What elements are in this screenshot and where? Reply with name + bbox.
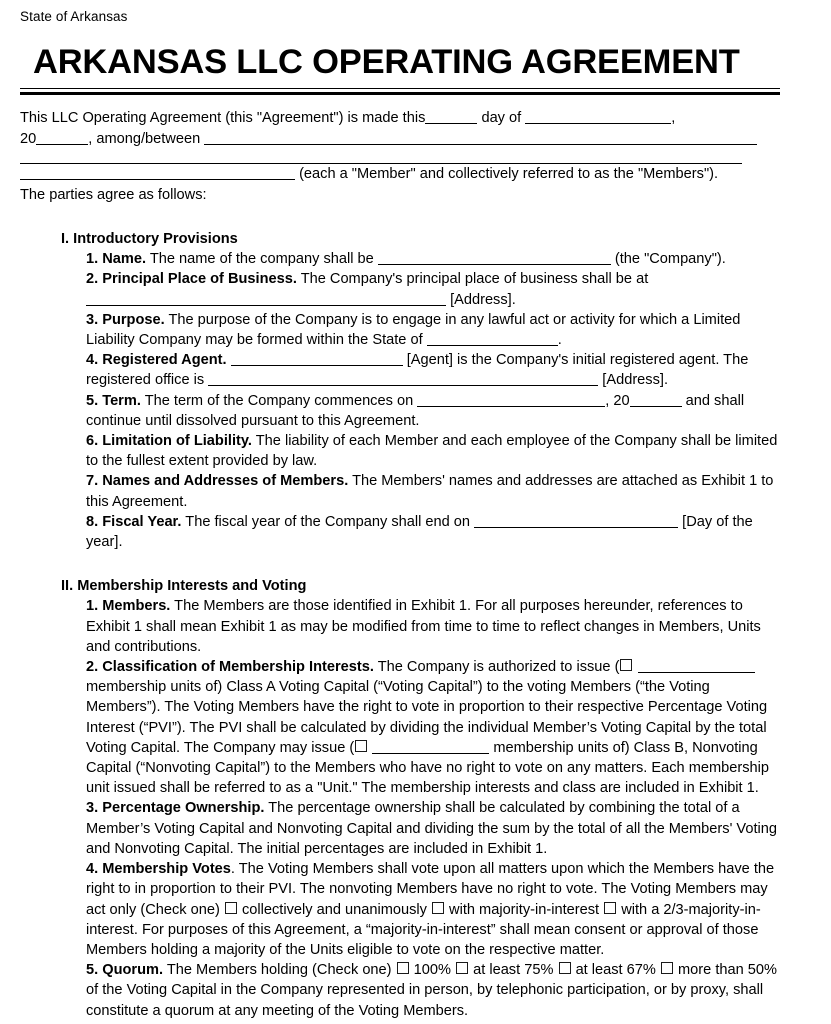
clause-ii-3 <box>86 798 783 859</box>
intro-line-1: This LLC Operating Agreement (this "Agreement") is made this day of , <box>20 110 676 126</box>
clause-i-2-text-a: The Company's principal place of business shall be at <box>300 271 649 288</box>
clause-i-5-number: 5. <box>86 392 99 409</box>
section-heading-ii <box>61 576 783 596</box>
clause-i-1-number: 1. <box>86 251 99 268</box>
class-b-units-checkbox[interactable] <box>355 740 367 752</box>
intro-line-5: The parties agree as follows: <box>20 186 207 203</box>
intro-line-4 <box>20 164 780 185</box>
clause-i-7-number: 7. <box>86 473 99 490</box>
clause-i-5-text-b: , 20 <box>605 392 630 409</box>
clause-ii-1-text-a: The Members are those identified in Exhibit 1. For all purposes hereunder, references to Exhibit 1 shall mean Exhibit 1 as may be modified from time to time to reflect changes in Members, Units and contributions. <box>86 598 761 655</box>
quorum-option-4-checkbox[interactable] <box>661 962 673 974</box>
intro-line-2 <box>20 129 780 150</box>
clause-ii-2-text-c: membership units of) Class B, Nonvoting Capital (“Nonvoting Capital”) to the Members who have no right to vote on any matters. Each membership unit issued shall be referred to as a "Unit." The membership interests and class are included in Exhibit 1. <box>86 739 769 797</box>
quorum-option-1-label: 100% <box>413 962 451 979</box>
clause-i-5-title: Term. <box>102 392 141 409</box>
class-a-units-checkbox[interactable] <box>620 659 632 671</box>
clause-i-8-text-b: [Day of the year]. <box>86 513 753 551</box>
clause-ii-3-title: Percentage Ownership. <box>102 800 265 817</box>
sections-body <box>61 229 783 1021</box>
clause-ii-4-title: Membership Votes <box>102 861 231 878</box>
clause-i-6-title: Limitation of Liability. <box>102 433 252 450</box>
clause-i-8 <box>86 512 783 552</box>
votes-option-2-label: with majority-in-interest <box>449 901 600 918</box>
term-year-blank[interactable] <box>630 393 682 407</box>
clause-ii-2-text-a: The Company is authorized to issue ( <box>377 659 620 676</box>
clause-i-8-text-a: The fiscal year of the Company shall end on <box>185 513 471 530</box>
term-date-blank[interactable] <box>417 393 605 407</box>
clause-ii-4 <box>86 859 783 960</box>
clause-i-7-text-a: The Members' names and addresses are attached as Exhibit 1 to this Agreement. <box>86 473 774 510</box>
clause-i-5-text-a: The term of the Company commences on <box>144 392 414 409</box>
class-a-units-blank[interactable] <box>638 659 755 673</box>
clause-i-2-title: Principal Place of Business. <box>102 271 297 288</box>
intro-text-b: day of <box>481 110 522 126</box>
votes-option-3-checkbox[interactable] <box>604 902 616 914</box>
clause-i-3-text-b: . <box>557 332 562 349</box>
intro-year-prefix: 20 <box>20 130 37 147</box>
clause-i-2-number: 2. <box>86 271 99 288</box>
clause-i-8-number: 8. <box>86 513 99 530</box>
clause-ii-5-text-a: The Members holding (Check one) <box>166 962 392 979</box>
clause-ii-5 <box>86 960 783 1021</box>
clause-ii-5-title: Quorum. <box>102 962 164 979</box>
votes-option-2-checkbox[interactable] <box>432 902 444 914</box>
state-line: State of Arkansas <box>20 9 128 24</box>
clause-i-3-text-a: The purpose of the Company is to engage in any lawful act or activity for which a Limited Liability Company may be formed within the State of <box>86 311 741 349</box>
quorum-option-3-checkbox[interactable] <box>559 962 571 974</box>
clause-i-7-title: Names and Addresses of Members. <box>102 473 349 490</box>
intro-text-a: This LLC Operating Agreement (this "Agreement") is made this <box>20 110 426 126</box>
section-heading-i <box>61 229 783 249</box>
quorum-option-4-label: more than 50% <box>678 962 777 979</box>
clause-i-6-text-a: The liability of each Member and each employee of the Company shall be limited to the fullest extent provided by law. <box>86 433 778 470</box>
company-name-blank[interactable] <box>378 251 611 265</box>
quorum-option-1-checkbox[interactable] <box>397 962 409 974</box>
clause-i-4-number: 4. <box>86 352 99 369</box>
clause-ii-1-title: Members. <box>102 598 171 615</box>
fiscal-year-end-blank[interactable] <box>474 514 678 528</box>
quorum-option-3-label: at least 67% <box>575 962 656 979</box>
clause-i-4-text-b: [Address]. <box>602 372 668 389</box>
clause-i-3-number: 3. <box>86 311 99 328</box>
clause-ii-5-number: 5. <box>86 962 99 979</box>
title-divider <box>20 88 780 95</box>
day-blank[interactable] <box>425 110 477 124</box>
members-definition: (each a "Member" and collectively referred to as the "Members"). <box>299 166 719 182</box>
clause-i-3 <box>86 310 783 350</box>
clause-i-6-number: 6. <box>86 433 99 450</box>
clause-i-1-title: Name. <box>102 251 147 268</box>
clause-ii-2-number: 2. <box>86 659 99 676</box>
parties-blank-2[interactable] <box>20 149 742 164</box>
clause-ii-3-text-a: The percentage ownership shall be calculated by combining the total of a Member’s Voting Capital and Nonvoting Capital and dividing the sum by the total of all the Members' Voting and Nonvoting Capital. The initial percentages are included in Exhibit 1. <box>86 800 777 857</box>
votes-option-3-label: with a 2/3-majority-in-interest. <box>86 901 761 938</box>
clause-ii-2-text-b: membership units of) Class A Voting Capital (“Voting Capital”) to the voting Members (“the Voting Members”). The Voting Members have the right to vote in proportion to their respective Percentage Voting Interest (“PVI”). The PVI shall be calculated by dividing the individual Member’s Voting Capital by the total Voting Capital. The Company may issue ( <box>86 679 768 756</box>
purpose-state-blank[interactable] <box>427 332 558 346</box>
clause-i-1-text-a: The name of the company shall be <box>149 251 374 268</box>
clause-i-2-text-b: [Address]. <box>450 291 516 308</box>
clause-i-5-text-c: and shall continue until dissolved pursuant to this Agreement. <box>86 392 745 429</box>
parties-blank-3[interactable] <box>20 166 295 180</box>
intro-paragraph <box>20 108 780 205</box>
clause-ii-2-title: Classification of Membership Interests. <box>102 659 374 676</box>
section-ii-title: II. Membership Interests and Voting <box>61 578 307 595</box>
votes-option-1-checkbox[interactable] <box>225 902 237 914</box>
clause-ii-2 <box>86 657 783 798</box>
clause-i-1-text-b: (the "Company"). <box>614 251 726 268</box>
votes-option-1-label: collectively and unanimously <box>241 901 427 918</box>
clause-i-4-title: Registered Agent. <box>102 352 227 369</box>
clause-i-3-title: Purpose. <box>102 311 165 328</box>
quorum-option-2-checkbox[interactable] <box>456 962 468 974</box>
registered-agent-blank[interactable] <box>231 352 403 366</box>
registered-office-blank[interactable] <box>208 372 598 386</box>
clause-ii-4-number: 4. <box>86 861 99 878</box>
clause-i-5 <box>86 391 783 431</box>
clause-ii-1-number: 1. <box>86 598 99 615</box>
parties-blank-1[interactable] <box>204 131 757 145</box>
clause-ii-4-text-a: . The Voting Members shall vote upon all matters upon which the Members have the right to in proportion to their PVI. The nonvoting Members have no right to vote. The Voting Members may act only (Check one) <box>86 861 775 918</box>
clause-i-7 <box>86 471 783 511</box>
section-spacer <box>61 552 783 576</box>
principal-address-blank[interactable] <box>86 292 446 306</box>
class-b-units-blank[interactable] <box>372 740 489 754</box>
month-blank[interactable] <box>525 110 671 124</box>
intro-among: , among/between <box>88 130 201 147</box>
clause-i-1 <box>86 249 783 269</box>
clause-ii-5-text-b: of the Voting Capital in the Company represented in person, by telephonic participation, or by proxy, shall constitute a quorum at any meeting of the Voting Members. <box>86 982 764 1019</box>
clause-ii-3-number: 3. <box>86 800 99 817</box>
page-title: ARKANSAS LLC OPERATING AGREEMENT <box>33 43 740 81</box>
clause-i-2 <box>86 269 783 309</box>
intro-line-3 <box>20 149 780 164</box>
clause-i-6 <box>86 431 783 471</box>
section-i-title: I. Introductory Provisions <box>61 231 238 247</box>
quorum-option-2-label: at least 75% <box>473 962 554 979</box>
clause-i-8-title: Fiscal Year. <box>102 513 182 530</box>
year-blank[interactable] <box>36 131 88 145</box>
clause-ii-4-text-b: For purposes of this Agreement, a “majority-in-interest” shall mean consent or approval of those Members holding a majority of the Units eligible to vote on the respective matter. <box>86 921 759 958</box>
clause-i-4 <box>86 350 783 390</box>
clause-i-4-text-a: [Agent] is the Company's initial registered agent. The registered office is <box>86 352 749 389</box>
clause-ii-1 <box>86 596 783 657</box>
